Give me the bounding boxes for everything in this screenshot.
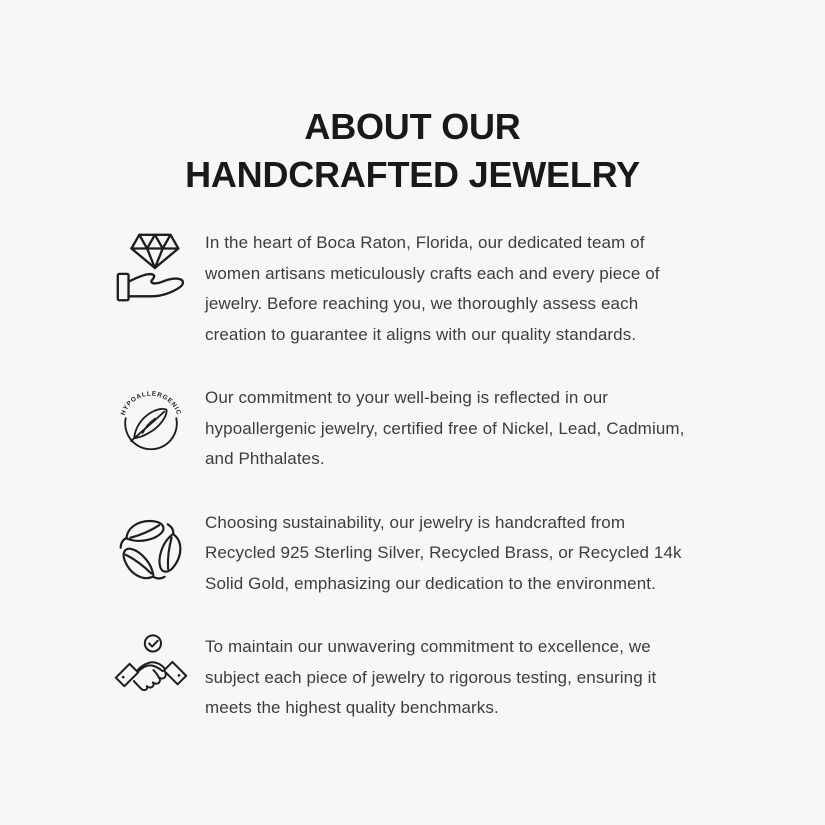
page-title <box>0 103 825 199</box>
feature-text-line: meets the highest quality benchmarks. <box>205 698 499 717</box>
feature-craftsmanship <box>110 228 825 350</box>
feature-hypoallergenic <box>110 383 825 475</box>
feature-icon-col <box>110 383 192 457</box>
feature-text-line: creation to guarantee it aligns with our quality standards. <box>205 324 637 344</box>
feature-text-line: Solid Gold, emphasizing our dedication to the environment. <box>205 573 656 593</box>
feature-list <box>110 228 825 724</box>
feature-text-line: Our commitment to your well-being is reflected in our <box>205 388 609 407</box>
feature-text <box>205 228 660 350</box>
handshake-quality-check-icon <box>111 632 191 710</box>
feature-text-line: Recycled 925 Sterling Silver, Recycled Brass, or Recycled 14k <box>205 543 682 562</box>
hand-holding-diamond-icon <box>110 228 192 310</box>
feature-text-line: women artisans meticulously crafts each and every piece of <box>205 263 660 283</box>
feature-text <box>205 383 684 475</box>
page-title-line1: ABOUT OUR <box>304 106 521 147</box>
feature-text-line: In the heart of Boca Raton, Florida, our dedicated team of <box>205 233 645 252</box>
page-title-line2: HANDCRAFTED JEWELRY <box>185 154 640 195</box>
recycled-leaves-icon <box>113 508 189 584</box>
feature-text <box>205 632 656 724</box>
feature-icon-col <box>110 228 192 310</box>
feature-text-line: subject each piece of jewelry to rigorous testing, ensuring it <box>205 667 657 687</box>
hypoallergenic-badge-icon <box>114 383 188 457</box>
feature-icon-col <box>110 508 192 584</box>
feature-text-line: To maintain our unwavering commitment to excellence, we <box>205 637 651 656</box>
feature-text-line: hypoallergenic jewelry, certified free of Nickel, Lead, Cadmium, <box>205 418 685 438</box>
feature-sustainability <box>110 508 825 600</box>
feature-icon-col <box>110 632 192 710</box>
feature-text-line: and Phthalates. <box>205 449 325 468</box>
feature-text-line: Choosing sustainability, our jewelry is handcrafted from <box>205 512 626 532</box>
feature-text-line: jewelry. Before reaching you, we thoroughly assess each <box>205 294 639 313</box>
hypoallergenic-badge-label: HYPOALLERGENIC <box>119 390 183 417</box>
feature-text <box>205 508 682 600</box>
feature-quality-testing <box>110 632 825 724</box>
